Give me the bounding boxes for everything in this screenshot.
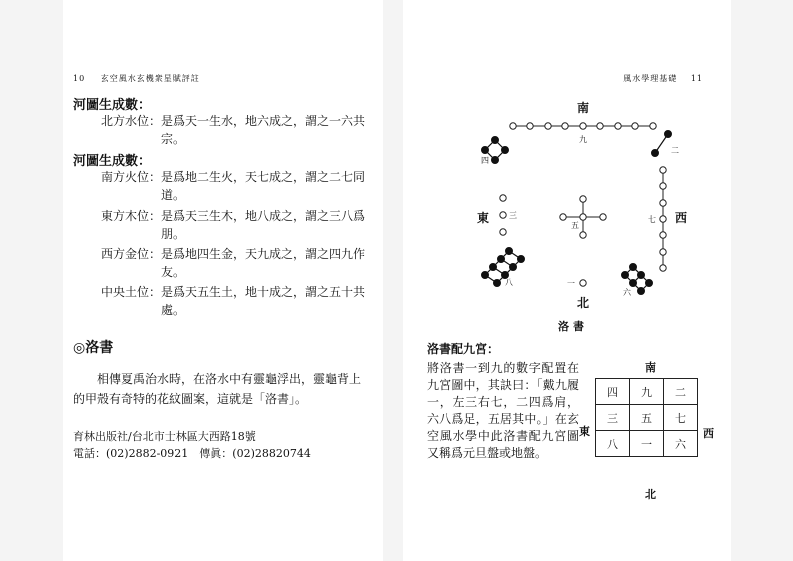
contact-line: 電話：(02)2882-0921 傳眞：(02)28820744	[73, 447, 311, 460]
publisher-line: 育林出版社/台北市士林區大西路18號	[73, 430, 256, 443]
luoshu-caption: 洛書	[558, 320, 588, 333]
entry-text: 是爲天一生水，地六成之，謂之一六共宗。	[161, 114, 366, 146]
right-running-title: 風水學理基礎	[623, 74, 678, 83]
grid-cell: 三	[596, 405, 630, 431]
right-page-header	[623, 73, 703, 84]
diagram-north-label: 北	[576, 296, 590, 310]
right-page	[403, 0, 731, 561]
hetu-entry-center	[83, 283, 378, 319]
grid-cell: 九	[630, 379, 664, 405]
grid-cell: 八	[596, 431, 630, 457]
left-page-number: 10	[73, 74, 86, 83]
grid-cell: 六	[664, 431, 698, 457]
palace-north-label: 北	[645, 488, 656, 501]
diagram-num-2: 二	[671, 146, 679, 155]
grid-cell: 二	[664, 379, 698, 405]
entry-text: 是爲天五生土，地十成之，謂之五十共處。	[161, 285, 366, 317]
peijiu-heading: 洛書配九宮：	[427, 342, 500, 356]
grid-cell: 五	[630, 405, 664, 431]
entry-label: 西方金位：	[100, 247, 161, 261]
hetu-entry-west	[83, 245, 378, 281]
diagram-num-4: 四	[481, 156, 489, 165]
diagram-west-label: 西	[674, 211, 688, 225]
hetu-title-2: 河圖生成數：	[73, 154, 152, 169]
right-page-number: 11	[690, 74, 703, 83]
diagram-num-5: 五	[571, 221, 579, 230]
palace-south-label: 南	[645, 361, 656, 374]
peijiu-paragraph: 將洛書一到九的數字配置在九宮圖中，其訣曰：「戴九履一，左三右七，二四爲肩，六八爲足，五居其中。」在玄空風水學中此洛書配九宮圖又稱爲元旦盤或地盤。	[427, 361, 579, 460]
entry-text: 是爲天三生木，地八成之，謂之三八爲朋。	[161, 209, 366, 241]
diagram-num-8: 八	[505, 278, 513, 287]
left-page-header	[73, 73, 200, 84]
grid-cell: 七	[664, 405, 698, 431]
grid-cell: 一	[630, 431, 664, 457]
entry-label: 中央土位：	[100, 285, 161, 299]
luoshu-paragraph: 相傳夏禹治水時，在洛水中有靈龜浮出，靈龜背上的甲殼有奇特的花紋圖案，這就是「洛書」。	[73, 372, 362, 406]
entry-text: 是爲地二生火，天七成之，謂之二七同道。	[161, 170, 366, 202]
grid-row	[596, 379, 698, 405]
luoshu-diagram	[463, 95, 713, 315]
hetu-entry-south	[83, 168, 378, 204]
entry-label: 東方木位：	[100, 209, 161, 223]
palace-west-label: 西	[703, 427, 714, 440]
diagram-num-1: 一	[567, 279, 575, 288]
left-running-title: 玄空風水玄機衆星賦評註	[100, 74, 200, 83]
grid-row	[596, 405, 698, 431]
diagram-south-label: 南	[576, 101, 590, 115]
palace-east-label: 東	[579, 425, 590, 438]
left-page	[63, 0, 383, 561]
hetu-title-1: 河圖生成數：	[73, 98, 152, 113]
grid-row	[596, 431, 698, 457]
nine-palace-grid	[595, 378, 698, 457]
publisher-info	[73, 428, 373, 462]
luoshu-heading: ◎洛書	[73, 340, 114, 356]
diagram-east-label: 東	[476, 211, 490, 225]
grid-cell: 四	[596, 379, 630, 405]
diagram-num-3: 三	[509, 211, 517, 220]
hetu-entry-east	[83, 207, 378, 243]
diagram-num-6: 六	[623, 288, 631, 297]
entry-text: 是爲地四生金，天九成之，謂之四九作友。	[161, 247, 366, 279]
diagram-num-9: 九	[579, 135, 587, 144]
entry-label: 南方火位：	[100, 170, 161, 184]
diagram-num-7: 七	[648, 215, 656, 224]
entry-label: 北方水位：	[100, 114, 161, 128]
hetu-entry-north	[83, 112, 378, 148]
